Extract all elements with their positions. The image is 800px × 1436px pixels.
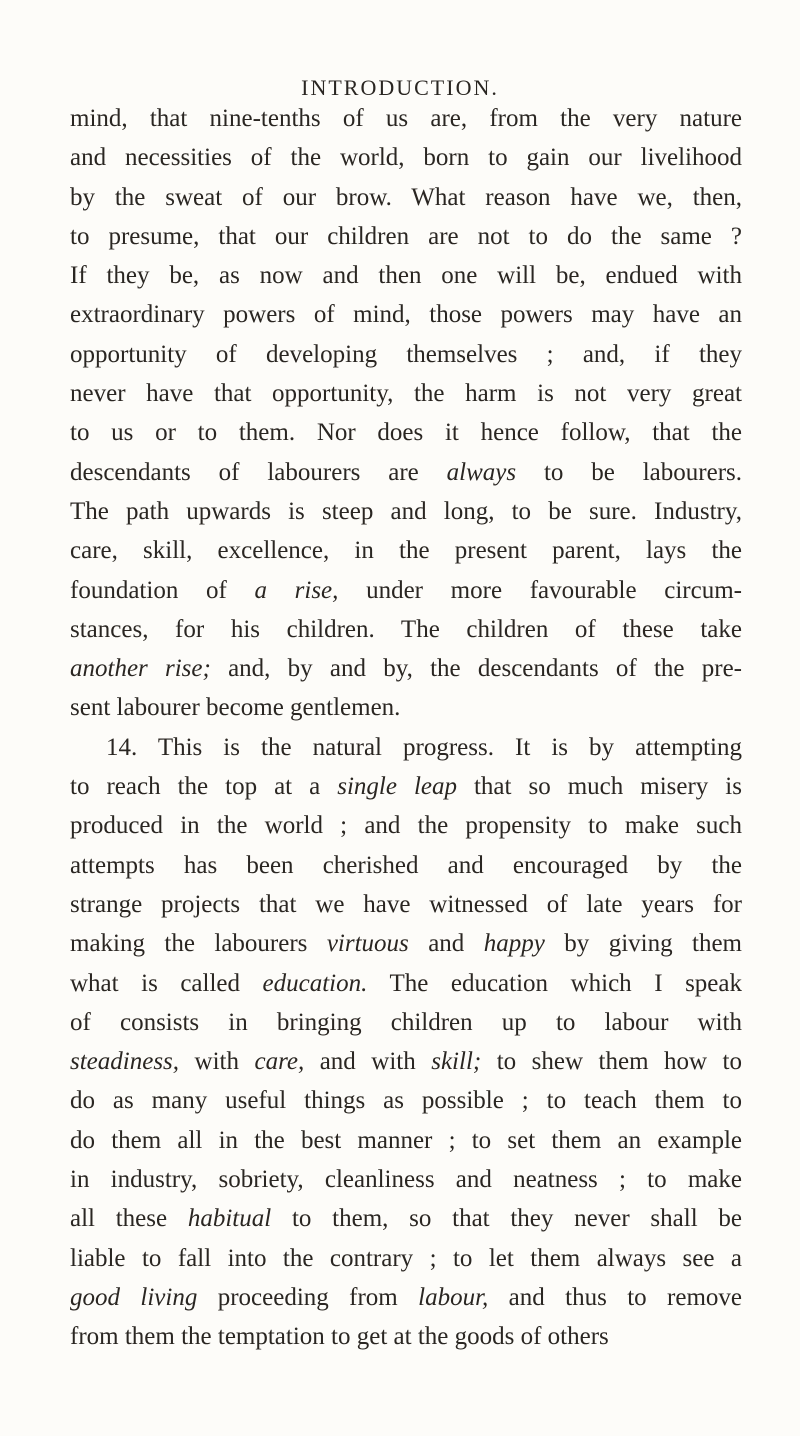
running-head: INTRODUCTION.: [301, 75, 499, 100]
italic-text: skill;: [431, 1048, 482, 1076]
text-run: making the labourers: [70, 930, 327, 958]
italic-text: care,: [254, 1048, 305, 1076]
text-run: to reach the top at a: [70, 773, 338, 801]
text-line: [70, 99, 742, 138]
italic-text: another rise;: [70, 655, 211, 683]
text-line: [70, 1081, 742, 1120]
text-run: by giving them: [544, 930, 742, 958]
text-run: attempts has been cherished and encouraged by the: [70, 851, 742, 879]
text-run: strange projects that we have witnessed of late years for: [70, 890, 742, 918]
text-line: [70, 453, 742, 492]
text-run: descendants of labourers are: [70, 458, 447, 486]
text-line: [70, 1003, 742, 1042]
text-line: [70, 806, 742, 845]
text-run: that so much misery is: [456, 773, 742, 801]
text-run: mind, that nine-tenths of us are, from the very nature: [70, 105, 742, 132]
text-run: produced in the world ; and the propensity to make such: [70, 812, 742, 840]
text-run: foundation of: [70, 576, 255, 604]
text-run: If they be, as now and then one will be, endued with: [70, 262, 742, 290]
text-run: to us or to them. Nor does it hence follow, that the: [70, 419, 742, 447]
text-run: 14. This is the natural progress. It is by attempting: [106, 733, 742, 761]
text-run: what is called: [70, 969, 263, 997]
italic-text: happy: [483, 930, 545, 958]
text-line: [70, 688, 742, 727]
text-line: [70, 767, 742, 806]
italic-text: single leap: [337, 773, 457, 801]
text-line: [70, 964, 742, 1003]
text-line: [70, 610, 742, 649]
italic-text: a rise,: [254, 576, 339, 604]
text-run: of consists in bringing children up to labour with: [70, 1008, 742, 1036]
body-text: [70, 99, 742, 1357]
text-line: [70, 256, 742, 295]
text-line: [70, 178, 742, 217]
text-run: to be labourers.: [516, 458, 742, 486]
italic-text: virtuous: [326, 930, 409, 958]
text-run: do them all in the best manner ; to set them an example: [70, 1126, 742, 1154]
text-line: [70, 1317, 742, 1356]
text-run: and: [408, 930, 484, 958]
text-run: do as many useful things as possible ; to teach them to: [70, 1087, 742, 1115]
text-run: by the sweat of our brow. What reason have we, then,: [70, 183, 742, 211]
text-line: [70, 1121, 742, 1160]
text-run: care, skill, excellence, in the present parent, lays the: [70, 537, 742, 565]
text-line: [70, 374, 742, 413]
text-run: and with: [304, 1048, 432, 1076]
italic-text: education.: [262, 969, 368, 997]
text-line: [70, 295, 742, 334]
text-line: [70, 924, 742, 963]
text-run: opportunity of developing themselves ; and, if they: [70, 340, 742, 368]
text-run: sent labourer become gentlemen.: [70, 694, 401, 722]
text-run: and thus to remove: [488, 1283, 743, 1311]
text-line: [70, 413, 742, 452]
text-run: to them, so that they never shall be: [271, 1205, 742, 1233]
text-run: extraordinary powers of mind, those powers may have an: [70, 301, 742, 329]
text-line: [70, 649, 742, 688]
text-run: to shew them how to: [481, 1048, 742, 1076]
text-run: stances, for his children. The children of these take: [70, 615, 742, 643]
text-line: [70, 885, 742, 924]
italic-text: good living: [70, 1283, 198, 1311]
text-run: and, by and by, the descendants of the pre-: [210, 655, 742, 683]
text-line: [70, 846, 742, 885]
text-run: liable to fall into the contrary ; to let them always see a: [70, 1244, 742, 1272]
italic-text: labour,: [418, 1283, 489, 1311]
text-line: [70, 138, 742, 177]
text-line: [70, 217, 742, 256]
text-line: [70, 1239, 742, 1278]
text-run: proceeding from: [197, 1283, 419, 1311]
italic-text: always: [446, 458, 517, 486]
text-run: to presume, that our children are not to do the same ?: [70, 222, 742, 250]
text-run: all these: [70, 1205, 188, 1233]
text-line: [70, 531, 742, 570]
text-line: [70, 1042, 742, 1081]
text-run: The path upwards is steep and long, to be sure. Industry,: [70, 497, 742, 525]
text-run: from them the temptation to get at the goods of others: [70, 1323, 609, 1351]
text-line: [70, 1199, 742, 1238]
italic-text: steadiness,: [70, 1048, 180, 1076]
text-run: with: [179, 1048, 255, 1076]
text-line: [70, 492, 742, 531]
text-run: under more favourable circum-: [338, 576, 742, 604]
text-line: [70, 728, 742, 767]
text-line: [70, 571, 742, 610]
text-line: [70, 335, 742, 374]
text-run: in industry, sobriety, cleanliness and neatness ; to make: [70, 1166, 742, 1194]
text-run: never have that opportunity, the harm is not very great: [70, 380, 742, 408]
text-run: and necessities of the world, born to gain our livelihood: [70, 144, 742, 172]
text-line: [70, 1278, 742, 1317]
text-line: [70, 1160, 742, 1199]
italic-text: habitual: [187, 1205, 272, 1233]
text-run: The education which I speak: [367, 969, 742, 997]
